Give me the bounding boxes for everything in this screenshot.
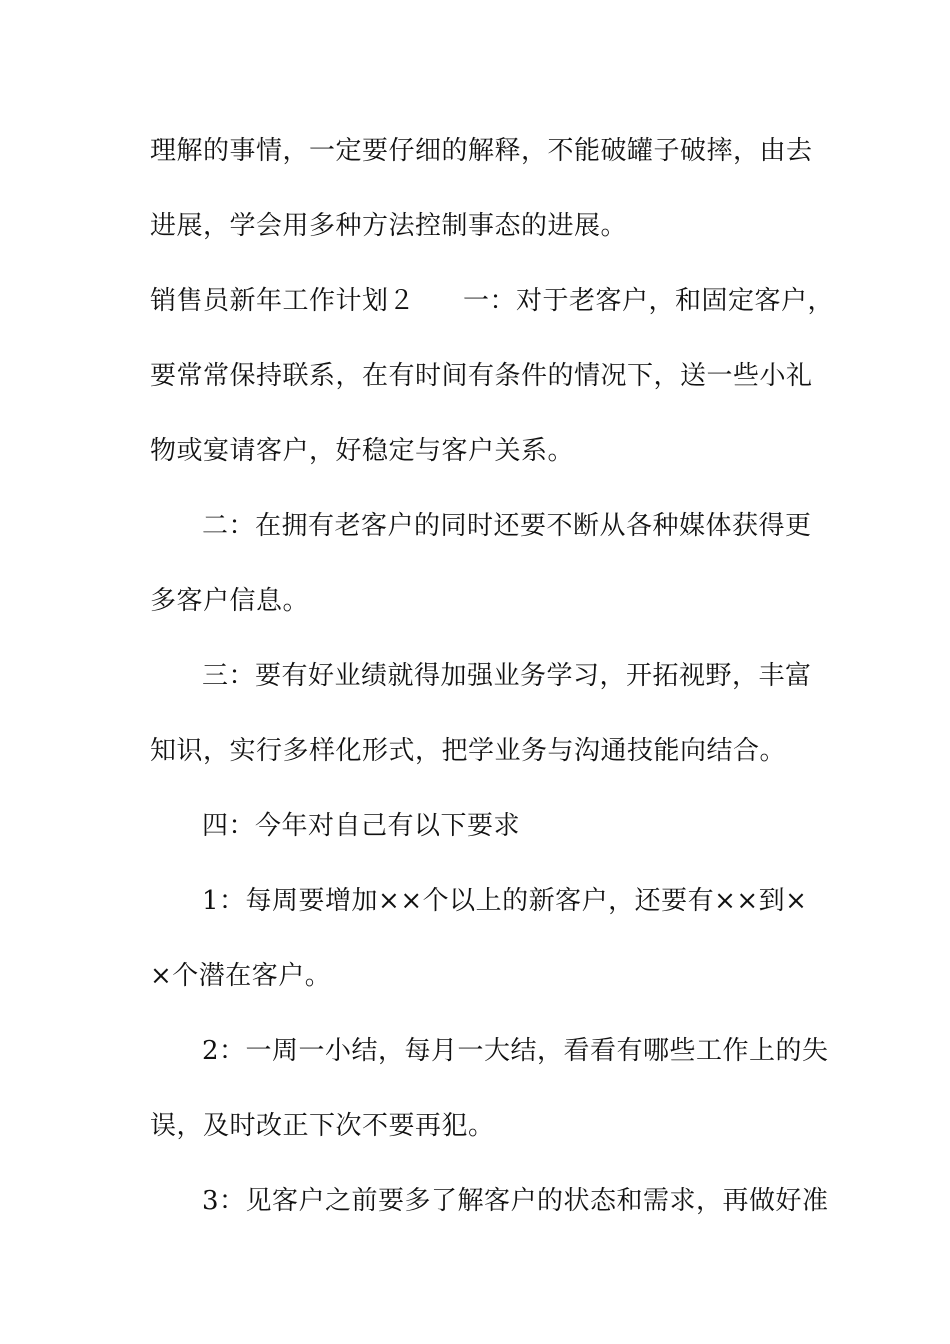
text-line: ×个潜在客户。 <box>150 961 332 991</box>
paragraph-start-line: 四：今年对自己有以下要求 <box>202 811 521 841</box>
text-line: 一：对于老客户，和固定客户， <box>463 286 835 316</box>
paragraph-start-line: 二：在拥有老客户的同时还要不断从各种媒体获得更 <box>202 511 812 541</box>
text-line: 要常常保持联系，在有时间有条件的情况下，送一些小礼 <box>150 361 813 391</box>
text-line: 知识，实行多样化形式，把学业务与沟通技能向结合。 <box>150 736 787 766</box>
section-heading-line <box>150 285 834 317</box>
list-item-line: 3：见客户之前要多了解客户的状态和需求，再做好准 <box>202 1186 829 1216</box>
list-item-line: 2：一周一小结，每月一大结，看看有哪些工作上的失 <box>202 1036 829 1066</box>
text-line: 误，及时改正下次不要再犯。 <box>150 1111 495 1141</box>
text-line: 多客户信息。 <box>150 586 310 616</box>
paragraph-start-line: 三：要有好业绩就得加强业务学习，开拓视野，丰富 <box>202 661 812 691</box>
text-line: 理解的事情，一定要仔细的解释，不能破罐子破摔，由去 <box>150 136 813 166</box>
section-heading: 销售员新年工作计划２ <box>150 286 416 316</box>
text-line: 进展，学会用多种方法控制事态的进展。 <box>150 211 628 241</box>
list-item-line: 1：每周要增加××个以上的新客户，还要有××到× <box>202 886 808 916</box>
text-line: 物或宴请客户，好稳定与客户关系。 <box>150 436 575 466</box>
